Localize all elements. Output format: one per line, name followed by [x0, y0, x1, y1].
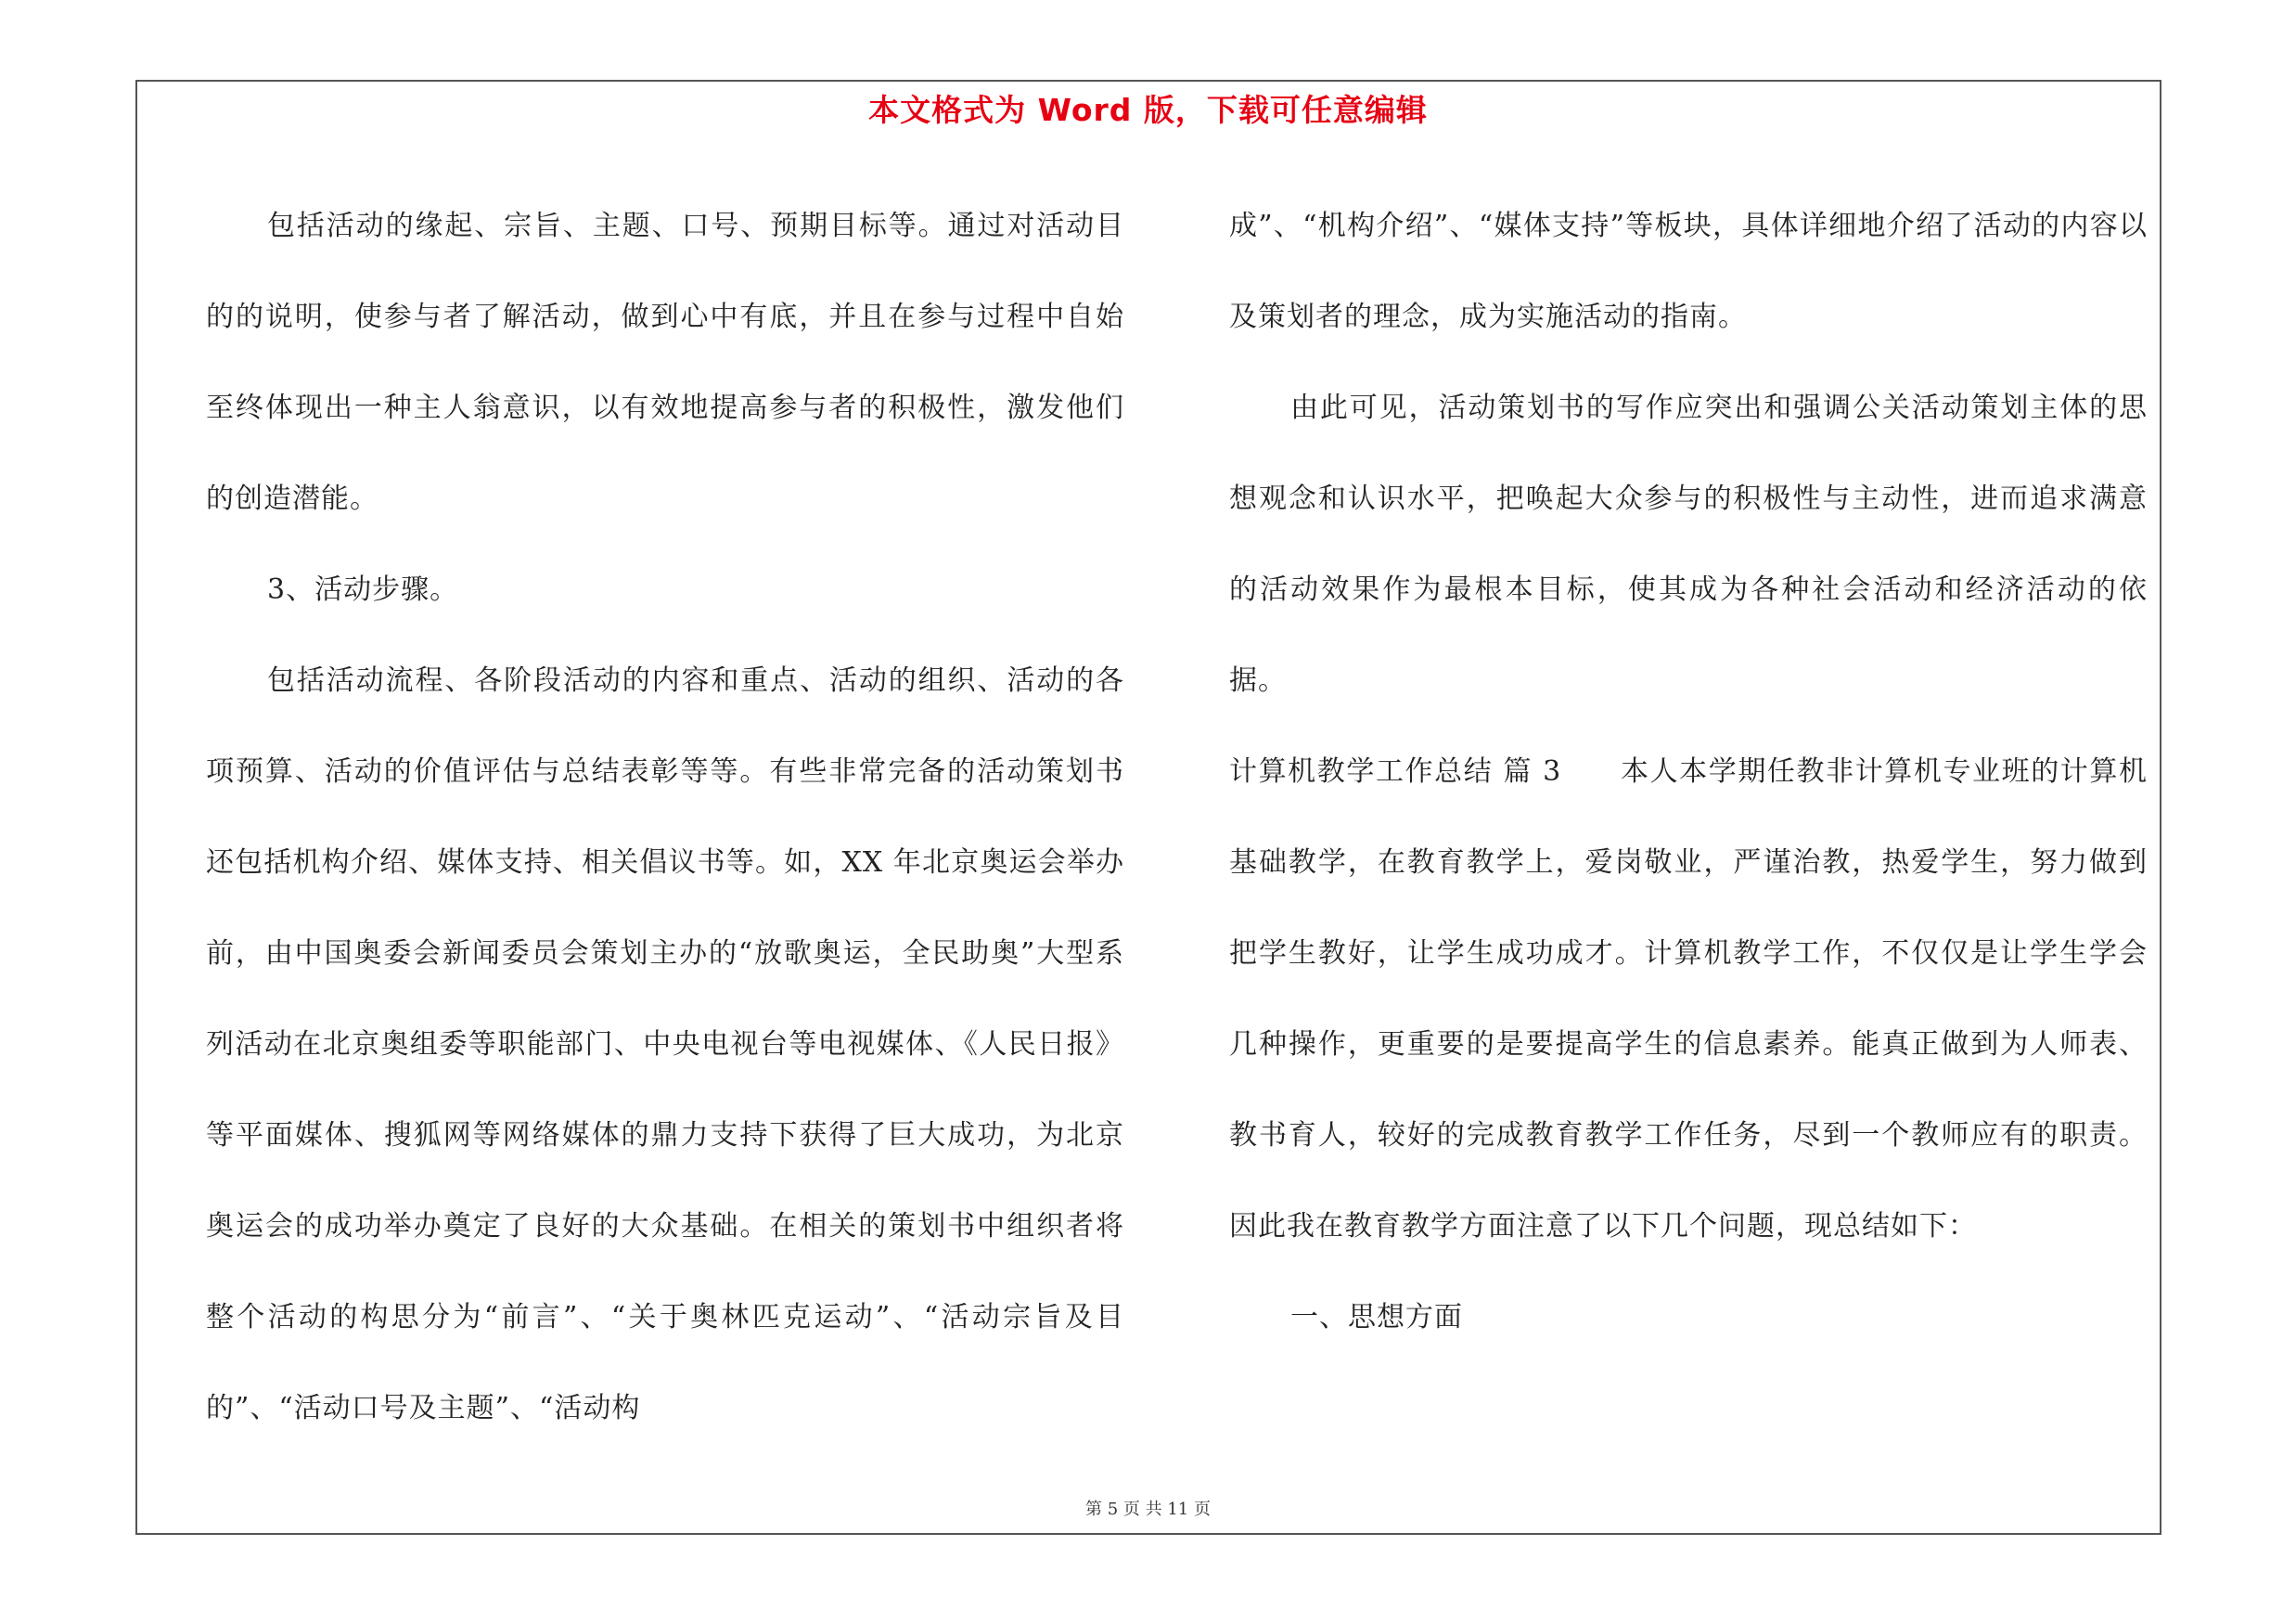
paragraph: 成”、“机构介绍”、“媒体支持”等板块，具体详细地介绍了活动的内容以及策划者的理念，成为实施活动的指南。 [1229, 210, 2148, 333]
section-heading-paragraph: 计算机教学工作总结 篇 3 本人本学期任教非计算机专业班的计算机基础教学，在教育教学上，爱岗敬业，严谨治教，热爱学生，努力做到把学生教好，让学生成功成才。计算机教学工作，不仅仅是让学生学会几种操作，更重要的是要提高学生的信息素养。能真正做到为人师表、教书育人，较好的完成教育教学工作任务，尽到一个教师应有的职责。因此我在教育教学方面注意了以下几个问题，现总结如下： [1229, 755, 2148, 1243]
paragraph: 包括活动的缘起、宗旨、主题、口号、预期目标等。通过对活动目的的说明，使参与者了解活动，做到心中有底，并且在参与过程中自始至终体现出一种主人翁意识，以有效地提高参与者的积极性，激发他们的创造潜能。 [206, 210, 1124, 515]
paragraph: 3、活动步骤。 [267, 573, 459, 606]
paragraph: 由此可见，活动策划书的写作应突出和强调公关活动策划主体的思想观念和认识水平，把唤起大众参与的积极性与主动性，进而追求满意的活动效果作为最根本目标，使其成为各种社会活动和经济活动的依据。 [1229, 392, 2148, 697]
paragraph: 包括活动流程、各阶段活动的内容和重点、活动的组织、活动的各项预算、活动的价值评估与总结表彰等等。有些非常完备的活动策划书还包括机构介绍、媒体支持、相关倡议书等。如，XX 年北京奥运会举办前，由中国奥委会新闻委员会策划主办的“放歌奥运，全民助奥”大型系列活动在北京奥组委等职能部门、中央电视台等电视媒体、《人民日报》等平面媒体、搜狐网等网络媒体的鼎力支持下获得了巨大成功，为北京奥运会的成功举办奠定了良好的大众基础。在相关的策划书中组织者将整个活动的构思分为“前言”、“关于奥林匹克运动”、“活动宗旨及目的”、“活动口号及主题”、“活动构 [206, 664, 1124, 1424]
format-banner: 本文格式为 Word 版，下载可任意编辑 [868, 92, 1428, 128]
page-number: 第 5 页 共 11 页 [1085, 1500, 1211, 1519]
left-column [206, 181, 1124, 1454]
right-column [1229, 181, 2148, 1363]
subheading: 一、思想方面 [1290, 1301, 1463, 1333]
